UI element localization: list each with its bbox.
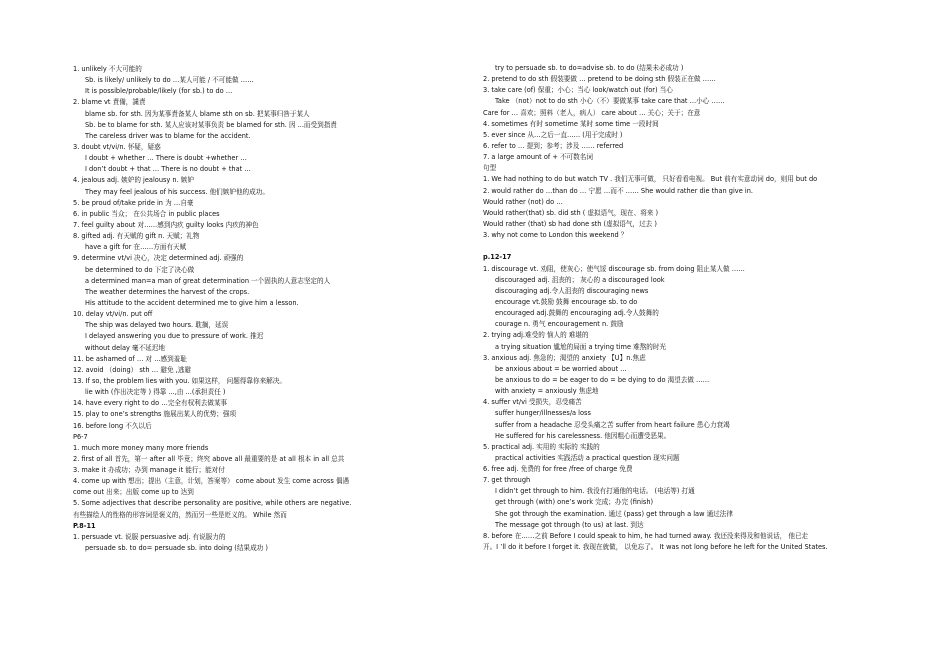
text-line: 7. get through <box>483 476 531 485</box>
text-line: 5. Some adjectives that describe personality are positive, while others are negative. <box>73 499 352 508</box>
text-line: persuade sb. to do= persuade sb. into doing (结果成功 ) <box>85 544 268 553</box>
text-line: Would rather (that) sb had done sth (虚拟语气，过去 ) <box>483 219 657 228</box>
text-line: 16. before long 不久以后 <box>73 421 152 430</box>
text-line: 2. first of all 首先，第一 after all 毕竟；终究 above all 最重要的是 at all 根本 in all 总共 <box>73 454 345 463</box>
text-line: have a gift for 在……方面有天赋 <box>85 243 187 252</box>
text-line: 5. practical adj. 实用的 实际的 实践的 <box>483 442 600 451</box>
text-line: suffer hunger/illnesses/a loss <box>495 409 591 418</box>
text-line: encourage vt.鼓励 鼓舞 encourage sb. to do <box>495 297 638 306</box>
text-line: 4. jealous adj. 嫉妒的 jealousy n. 嫉妒 <box>73 176 194 185</box>
text-line: 1. discourage vt. 劝阻，使灰心；使气馁 discourage sb. from doing 阻止某人做 …… <box>483 264 745 273</box>
text-line: 15. play to one’s strengths 施展出某人的优势；强项 <box>73 410 237 419</box>
text-line: lie with (作出决定等 ) 得靠 ...,由 ...(承担责任 ) <box>85 388 226 397</box>
text-line: She got through the examination. 通过 (pass) get through a law 通过法律 <box>495 509 733 518</box>
text-line: 1. We had nothing to do but watch TV . 我们无事可做， 只好看看电视。 But 前有实意动词 do，则用 but do <box>483 175 818 184</box>
text-line: He suffered for his carelessness. 他因粗心而遭受恶果。 <box>495 431 671 440</box>
text-line: 5. be proud of/take pride in 为 …自豪 <box>73 198 194 207</box>
text-line: 4. come up with 想出；提出（主意，计划，答案等） come about 发生 come across 偶遇 <box>73 477 350 486</box>
text-line: be anxious about = be worried about … <box>495 364 627 373</box>
text-line: I didn’t get through to him. 我没有打通他的电话。 (电话等) 打通 <box>495 487 695 496</box>
text-line: 4. sometimes 有时 sometime 某时 some time 一段时间 <box>483 119 659 128</box>
text-line: Take （not）not to do sth 小心（不）要做某事 take care that …小心 …… <box>495 97 725 106</box>
text-line: 13. If so, the problem lies with you. 如果这样， 问题得靠你来解决。 <box>73 376 286 385</box>
text-line: Care for … 喜欢；照料（老人，病人） care about … 关心；关于；在意 <box>483 108 701 117</box>
text-line: 7. a large amount of + 不可数名词 <box>483 153 593 162</box>
text-line: without delay 毫不延迟地 <box>85 343 165 352</box>
text-line: I doubt + whether … There is doubt +whether … <box>85 154 247 163</box>
text-line: 3. why not come to London this weekend ？ <box>483 231 628 240</box>
text-line: Would rather(that) sb. did sth ( 虚拟语气，现在、将来 ) <box>483 208 659 217</box>
text-line: I delayed answering you due to pressure of work. 推迟 <box>85 332 264 341</box>
text-line: 开。I ’ll do it before I forget it. 我现在就做， 以免忘了。 It was not long before he left for the United States. <box>483 543 828 552</box>
text-line: 11. be ashamed of … 对 ...感到羞耻 <box>73 354 187 363</box>
text-line: The ship was delayed two hours. 耽搁，延误 <box>85 321 229 330</box>
text-line: a determined man=a man of great determination 一个固执的人意志坚定的人 <box>85 276 331 285</box>
left-column <box>73 64 468 554</box>
text-line: Would rather (not) do … <box>483 197 563 206</box>
text-line: p.12-17 <box>483 253 512 262</box>
text-line: be anxious to do = be eager to do = be dying to do 渴望去做 …… <box>495 375 710 384</box>
text-line: The careless driver was to blame for the accident. <box>85 131 251 140</box>
text-line: 5. ever since 从…之后一直…… (用于完成时 ) <box>483 130 623 139</box>
text-line: 2. blame vt 責備，譴責 <box>73 98 146 107</box>
text-line: The message got through (to us) at last. 到达 <box>495 520 644 529</box>
text-line: 12. avoid （doing） sth … 避免 ,逃避 <box>73 365 191 374</box>
text-line: 8. gifted adj. 有天赋的 gift n. 天赋；礼物 <box>73 232 200 241</box>
text-line: 3. anxious adj. 焦急的；渴望的 anxiety 【U】n.焦虑 <box>483 353 646 362</box>
text-line: come out 出来；出版 come up to 达到 <box>73 488 194 497</box>
text-line: 7. feel guilty about 对……感到内疚 guilty looks 内疚的神色 <box>73 220 259 229</box>
right-column <box>483 63 883 553</box>
text-line: 1. unlikely 不大可能的 <box>73 65 142 73</box>
text-line: 3. doubt vt/vi/n. 怀疑，疑惑 <box>73 142 161 151</box>
text-line: P.8-11 <box>73 521 96 530</box>
text-line: 14. have every right to do …完全有权利去做某事 <box>73 399 228 408</box>
text-line: blame sb. for sth. 因为某事責备某人 blame sth on sb. 把某事归咎于某人 <box>85 109 310 118</box>
text-line: I don’t doubt + that … There is no doubt + that … <box>85 165 251 174</box>
text-line: 9. determine vt/vi 决心，决定 determined adj. 顽强的 <box>73 254 244 263</box>
text-line: 6. in public 当众； 在公共场合 in public places <box>73 209 220 218</box>
text-line: 句型 <box>483 164 497 173</box>
text-line: 6. free adj. 免费的 for free /free of charge 免费 <box>483 465 633 474</box>
text-line: P6-7 <box>73 432 88 441</box>
text-line: It is possible/probable/likely (for sb.) to do … <box>85 87 233 96</box>
text-line: get through (with) one’s work 完成；办完 (finish) <box>495 498 654 507</box>
text-line: 3. make it 办成功；办到 manage it 能行；能对付 <box>73 466 225 475</box>
text-line: discouraged adj. 沮丧的； 灰心的 a discouraged look <box>495 275 665 284</box>
text-line: 6. refer to … 提到；参考；涉及 …… referred <box>483 141 624 150</box>
text-line: His attitude to the accident determined me to give him a lesson. <box>85 298 299 307</box>
text-line: Sb. be to blame for sth. 某人应该对某事负责 be blamed for sth. 因 ...而受到指責 <box>85 120 337 129</box>
text-line: 1. much more money many more friends <box>73 443 209 452</box>
text-line <box>483 241 883 252</box>
text-line: 2. pretend to do sth 假装要做 … pretend to be doing sth 假装正在做 …… <box>483 75 716 84</box>
text-line: practical activities 实践活动 a practical question 现实问题 <box>495 453 680 462</box>
text-line: They may feel jealous of his success. 他们嫉妒他的成功。 <box>85 187 269 196</box>
text-line: suffer from a headache 忍受头痛之苦 suffer from heart failure 患心力衰竭 <box>495 420 730 429</box>
text-line: encouraged adj.鼓舞的 encouraging adj.令人鼓舞的 <box>495 309 659 318</box>
text-line: 2. would rather do …than do … 宁愿 …而不 …… She would rather die than give in. <box>483 186 753 195</box>
text-line: 有些描绘人的性格的形容词是褒义的，然而另一些是贬义的。 While 然而 <box>73 510 287 519</box>
text-line: a trying situation 尴尬的局面 a trying time 难熬的时光 <box>495 342 667 351</box>
text-line: try to persuade sb. to do=advise sb. to do (结果未必成功 ) <box>495 64 684 72</box>
text-line: The weather determines the harvest of the crops. <box>85 287 250 296</box>
text-line: discouraging adj.令人沮丧的 discouraging news <box>495 286 649 295</box>
text-line: with anxiety = anxiously 焦虑地 <box>495 387 599 396</box>
text-line: 3. take care (of) 保重；小心；当心 look/watch out (for) 当心 <box>483 86 673 95</box>
text-line: 4. suffer vt/vi 受损失，忍受痛苦 <box>483 398 582 407</box>
text-line: 2. trying adj.难受的 恼人的 难堪的 <box>483 331 589 340</box>
text-line: 1. persuade vt. 说服 persuasive adj. 有说服力的 <box>73 532 226 541</box>
text-line: Sb. is likely/ unlikely to do …某人可能 / 不可能做 …… <box>85 76 254 85</box>
text-line: courage n. 勇气 encouragement n. 鼓励 <box>495 320 624 329</box>
text-line: 8. before 在……之前 Before I could speak to him, he had turned away. 我还没来得及和他说话， 他已走 <box>483 531 809 540</box>
text-line: be determined to do 下定了决心做 <box>85 265 195 274</box>
text-line: 10. delay vt/vi/n. put off <box>73 310 153 319</box>
